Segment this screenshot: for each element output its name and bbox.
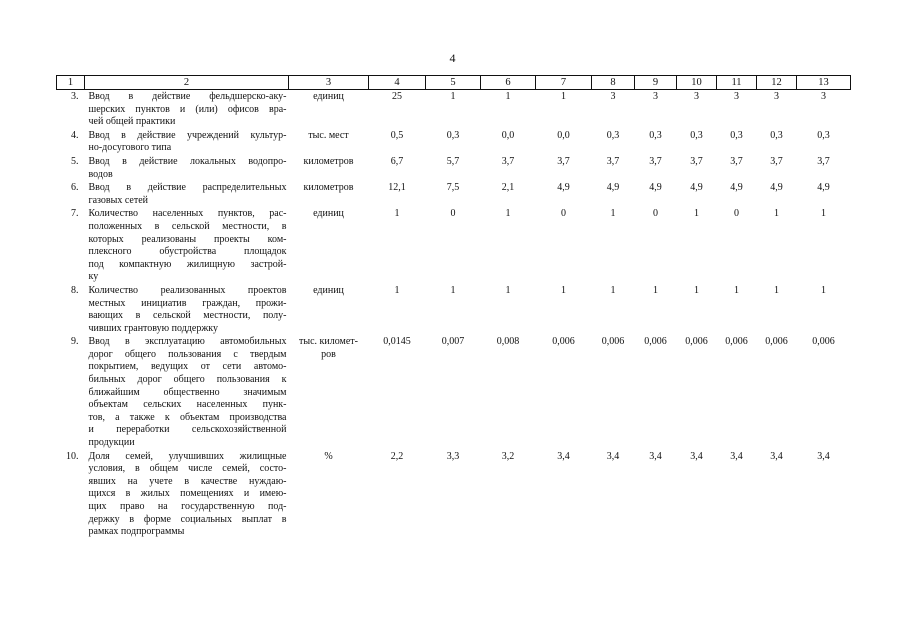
indicator-name-line: покрытием, ведущих от сети автомо- [88, 361, 287, 373]
value-cell: 1 [610, 208, 616, 220]
value-cell: 1 [774, 208, 779, 220]
value-cell: 1 [821, 208, 826, 220]
indicator-name-line: рамках подпрограммы [88, 526, 185, 538]
value-cell: 1 [653, 284, 658, 296]
value-cell: 0,3 [770, 129, 783, 141]
value-cell: 3,4 [649, 450, 662, 462]
table-row [57, 284, 851, 335]
value-cell: 3 [694, 91, 699, 102]
unit-of-measure: единиц [313, 91, 344, 102]
unit-of-measure: километров [303, 155, 354, 167]
value-cell: 1 [394, 208, 400, 220]
value-cell: 0,3 [690, 129, 703, 141]
value-cell: 1 [694, 208, 699, 220]
unit-of-measure: километров [303, 182, 354, 194]
indicator-name-line: но-досугового типа [88, 142, 172, 154]
value-cell: 6,7 [390, 155, 404, 167]
unit-line: ров [321, 348, 336, 360]
value-cell: 1 [561, 284, 566, 296]
table-row [57, 207, 851, 284]
indicator-name-line: дорог общего пользования с твердым [88, 348, 287, 360]
row-number: 8. [71, 284, 79, 296]
value-cell: 3,7 [649, 155, 662, 167]
value-cell: 3,4 [817, 450, 830, 462]
value-cell: 7,5 [446, 182, 460, 194]
value-cell: 4,9 [730, 182, 743, 194]
value-cell: 0,5 [390, 129, 404, 141]
value-cell: 4,9 [606, 182, 620, 194]
column-number-header-row [57, 76, 851, 90]
value-cell: 0 [450, 208, 456, 220]
indicator-name-line: чей общей практики [88, 116, 176, 128]
unit-of-measure: единиц [313, 284, 344, 296]
indicator-name-line: водов [88, 168, 113, 180]
indicator-name-line: Количество населенных пунктов, рас- [88, 208, 287, 220]
value-cell: 3,4 [730, 450, 743, 462]
value-cell: 3,3 [446, 450, 460, 462]
row-number: 5. [71, 155, 79, 167]
table-row [57, 450, 851, 539]
table-row [57, 90, 851, 129]
value-cell: 4,9 [557, 182, 570, 194]
value-cell: 5,7 [446, 155, 460, 167]
value-cell: 0,008 [496, 336, 520, 348]
unit-of-measure: единиц [313, 208, 344, 220]
indicator-name-line: ку [88, 271, 99, 283]
indicator-name-line: шерских пунктов и (или) офисов вра- [88, 103, 287, 115]
page-number: 4 [449, 51, 456, 65]
indicator-name [85, 335, 289, 449]
value-cell: 1 [821, 284, 826, 296]
value-cell: 3,7 [557, 155, 570, 167]
indicator-name-line: местных инициатив граждан, прожи- [88, 297, 287, 309]
value-cell: 1 [450, 284, 456, 296]
value-cell: 3 [610, 91, 616, 102]
indicator-name-line: ближайшим общественно значимым [88, 386, 287, 398]
value-cell: 4,9 [770, 182, 783, 194]
column-header-3: 3 [289, 76, 369, 90]
value-cell: 0 [734, 208, 739, 220]
value-cell: 3,7 [730, 155, 743, 167]
table-row [57, 155, 851, 181]
column-header-9: 9 [635, 76, 677, 90]
value-cell: 1 [505, 91, 511, 102]
value-cell: 3,7 [606, 155, 620, 167]
column-header-12: 12 [757, 76, 797, 90]
indicator-name-line: тов, а также к объектам производства [88, 411, 287, 423]
row-number: 4. [71, 129, 79, 141]
value-cell: 0 [561, 208, 566, 220]
value-cell: 1 [394, 284, 400, 296]
row-number: 9. [71, 336, 79, 348]
column-header-4: 4 [369, 76, 426, 90]
value-cell: 0,3 [649, 129, 662, 141]
value-cell: 0,006 [552, 336, 575, 348]
indicator-name-line: Ввод в действие распределительных [88, 182, 287, 194]
value-cell: 0,006 [765, 336, 788, 348]
value-cell: 0 [653, 208, 658, 220]
indicator-name-line: вающих в сельской местности, полу- [88, 310, 287, 322]
indicator-name [85, 129, 289, 155]
indicator-name-line: щихся в жилых помещениях и имею- [88, 488, 287, 500]
indicator-name-line: объектам сельских населенных пунк- [88, 399, 287, 411]
indicator-name-line: Ввод в действие учреждений культур- [88, 129, 287, 141]
indicator-name-line: плексного обустройства площадок [88, 246, 287, 258]
value-cell: 0,006 [725, 336, 748, 348]
unit-of-measure [289, 335, 369, 449]
value-cell: 3,4 [606, 450, 620, 462]
indicator-name-line: под компактную жилищную застрой- [88, 258, 287, 270]
value-cell: 0,0145 [383, 336, 411, 348]
value-cell: 1 [610, 284, 616, 296]
value-cell: 3,2 [501, 450, 515, 462]
indicator-name-line: положенных в сельской местности, в [88, 220, 287, 232]
row-number: 7. [71, 208, 79, 220]
indicator-name-line: Доля семей, улучшивших жилищные [88, 450, 287, 462]
value-cell: 0,3 [446, 129, 460, 141]
indicator-name [85, 181, 289, 207]
indicator-name-line: явших на учете в качестве нуждаю- [88, 475, 287, 487]
value-cell: 1 [450, 91, 456, 102]
value-cell: 3,7 [690, 155, 703, 167]
value-cell: 4,9 [817, 182, 830, 194]
value-cell: 3 [653, 91, 658, 102]
indicator-name-line: которых реализованы проекты ком- [88, 233, 287, 245]
value-cell: 12,1 [388, 182, 406, 194]
row-number: 10. [66, 450, 79, 462]
value-cell: 3,7 [770, 155, 783, 167]
value-cell: 2,2 [390, 450, 404, 462]
indicator-name [85, 155, 289, 181]
value-cell: 0,007 [441, 336, 465, 348]
column-header-5: 5 [426, 76, 481, 90]
value-cell: 3 [774, 91, 779, 102]
value-cell: 2,1 [501, 182, 515, 194]
indicator-name-line: Ввод в эксплуатацию автомобильных [88, 336, 287, 348]
table-row [57, 335, 851, 449]
value-cell: 4,9 [649, 182, 662, 194]
value-cell: 3,4 [690, 450, 703, 462]
value-cell: 0,0 [501, 129, 515, 141]
table-row [57, 181, 851, 207]
indicator-name [85, 207, 289, 284]
value-cell: 1 [561, 91, 566, 102]
column-header-2: 2 [85, 76, 289, 90]
value-cell: 1 [505, 284, 511, 296]
column-header-7: 7 [536, 76, 592, 90]
unit-line: тыс. километ- [298, 336, 358, 348]
value-cell: 3,4 [557, 450, 570, 462]
indicator-name-line: держку в форме социальных выплат в [88, 513, 287, 525]
value-cell: 0,006 [685, 336, 708, 348]
value-cell: 25 [392, 91, 402, 102]
value-cell: 0,006 [644, 336, 667, 348]
value-cell: 1 [505, 208, 511, 220]
value-cell: 4,9 [690, 182, 703, 194]
indicator-name-line: бильных дорог общего пользования к [88, 374, 287, 386]
value-cell: 3 [821, 91, 826, 102]
indicator-name-line: Ввод в действие фельдшерско-аку- [88, 91, 287, 102]
value-cell: 1 [734, 284, 739, 296]
column-header-6: 6 [481, 76, 536, 90]
value-cell: 0,3 [817, 129, 830, 141]
value-cell: 3 [734, 91, 739, 102]
value-cell: 0,0 [557, 129, 570, 141]
unit-of-measure: % [324, 450, 333, 462]
column-header-13: 13 [797, 76, 851, 90]
indicator-name-line: Ввод в действие локальных водопро- [88, 155, 287, 167]
value-cell: 0,3 [730, 129, 743, 141]
indicators-table [56, 75, 851, 539]
value-cell: 3,4 [770, 450, 783, 462]
indicator-name [85, 284, 289, 335]
indicator-name [85, 90, 289, 129]
row-number: 3. [71, 91, 79, 102]
column-header-10: 10 [677, 76, 717, 90]
column-header-1: 1 [57, 76, 85, 90]
indicator-name [85, 450, 289, 539]
indicator-name-line: чивших грантовую поддержку [88, 322, 218, 334]
table-body [57, 90, 851, 539]
indicator-name-line: и переработки сельскохозяйственной [88, 424, 287, 436]
indicator-name-line: Количество реализованных проектов [88, 284, 287, 296]
table-row [57, 129, 851, 155]
value-cell: 0,006 [601, 336, 625, 348]
value-cell: 3,7 [817, 155, 830, 167]
unit-of-measure: тыс. мест [308, 129, 349, 141]
row-number: 6. [71, 182, 79, 194]
value-cell: 0,3 [606, 129, 620, 141]
value-cell: 3,7 [501, 155, 515, 167]
indicator-name-line: продукции [88, 437, 135, 449]
value-cell: 1 [774, 284, 779, 296]
indicator-name-line: щих право на государственную под- [88, 501, 287, 512]
indicator-name-line: газовых сетей [88, 194, 149, 206]
value-cell: 1 [694, 284, 699, 296]
column-header-8: 8 [592, 76, 635, 90]
column-header-11: 11 [717, 76, 757, 90]
value-cell: 0,006 [812, 336, 835, 348]
indicator-name-line: условия, в общем числе семей, состо- [88, 463, 287, 475]
